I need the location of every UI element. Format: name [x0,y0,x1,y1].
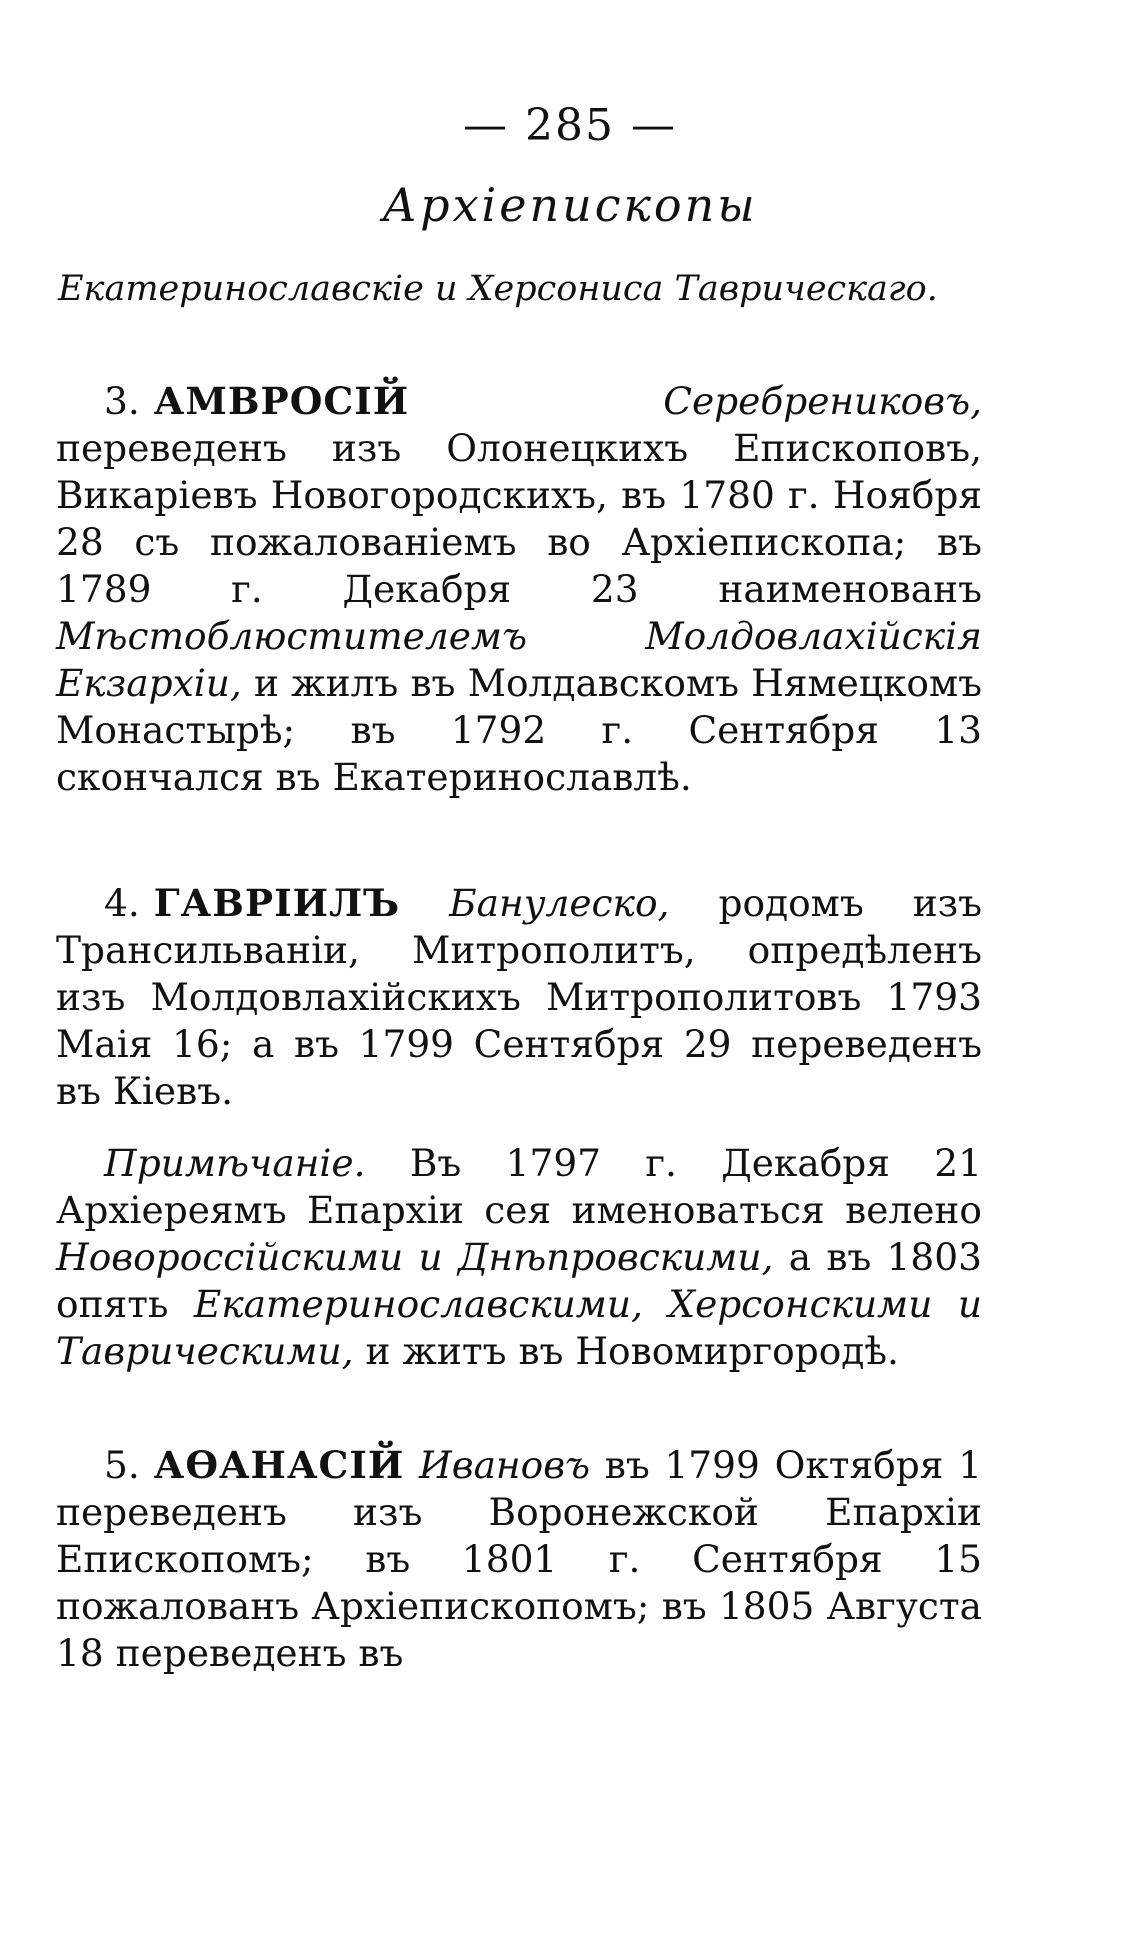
entry-name: АМВРОСІЙ [153,379,410,423]
note-text-3: и житъ въ Новомиргородѣ. [365,1329,899,1373]
entry-name: АѲАНАСІЙ [153,1443,405,1487]
note-paragraph [56,1140,982,1375]
note [56,1140,982,1375]
entry-title-italic: Мѣстоблюстителемъ Молдовлахійскія Екзархіи, [56,614,982,705]
note-text: Въ 1797 г. Декабря 21 Архіереямъ Епархіи сея именоваться велено [56,1141,983,1232]
entry-paragraph [56,378,982,801]
note-label: Примѣчаніе. [104,1141,366,1185]
entry-text: родомъ изъ Трансильваніи, Митрополитъ, опредѣленъ изъ Молдовлахійскихъ Митрополитовъ 1793 Маія 16; а въ 1799 Сентября 29 переведенъ въ Кіевъ. [56,881,982,1113]
page-title: Архіепископы [382,178,758,232]
section-subtitle: Екатеринославскіе и Херсониса Таврическаго. [58,269,938,309]
entry-surname: Серебрениковъ, [663,379,982,423]
entry-text: въ 1799 Октября 1 переведенъ изъ Воронежской Епархіи Епископомъ; въ 1801 г. Сентября 15 пожалованъ Архіепископомъ; въ 1805 Августа 18 переведенъ въ [56,1443,982,1675]
entry-surname: Ивановъ [419,1443,591,1487]
note-italic-1: Новороссійскими и Днѣпровскими, [56,1235,774,1279]
note-text-2: а въ 1803 опять [56,1235,982,1326]
page-number: — 285 — [463,100,677,151]
entry-surname: Банулеско, [449,881,670,925]
entry-number: 5. [104,1443,140,1487]
entry-paragraph [56,880,982,1115]
entry-name: ГАВРІИЛЪ [153,881,401,925]
entry-ambrosiy [56,378,982,801]
entry-number: 4. [104,881,140,925]
entry-text: переведенъ изъ Олонецкихъ Епископовъ, Викаріевъ Новогородскихъ, въ 1780 г. Ноября 28 съ пожалованіемъ во Архіепископа; въ 1789 г. Декабря 23 наименованъ [56,426,982,611]
entry-number: 3. [104,379,140,423]
entry-gavriil [56,880,982,1115]
note-italic-2: Екатеринославскими, Херсонскими и Таврическими, [56,1282,982,1373]
entry-text-tail: и жилъ въ Молдавскомъ Нямецкомъ Монастырѣ; въ 1792 г. Сентября 13 скончался въ Екатеринославлѣ. [56,661,982,799]
entry-afanasiy [56,1442,982,1677]
entry-paragraph [56,1442,982,1677]
